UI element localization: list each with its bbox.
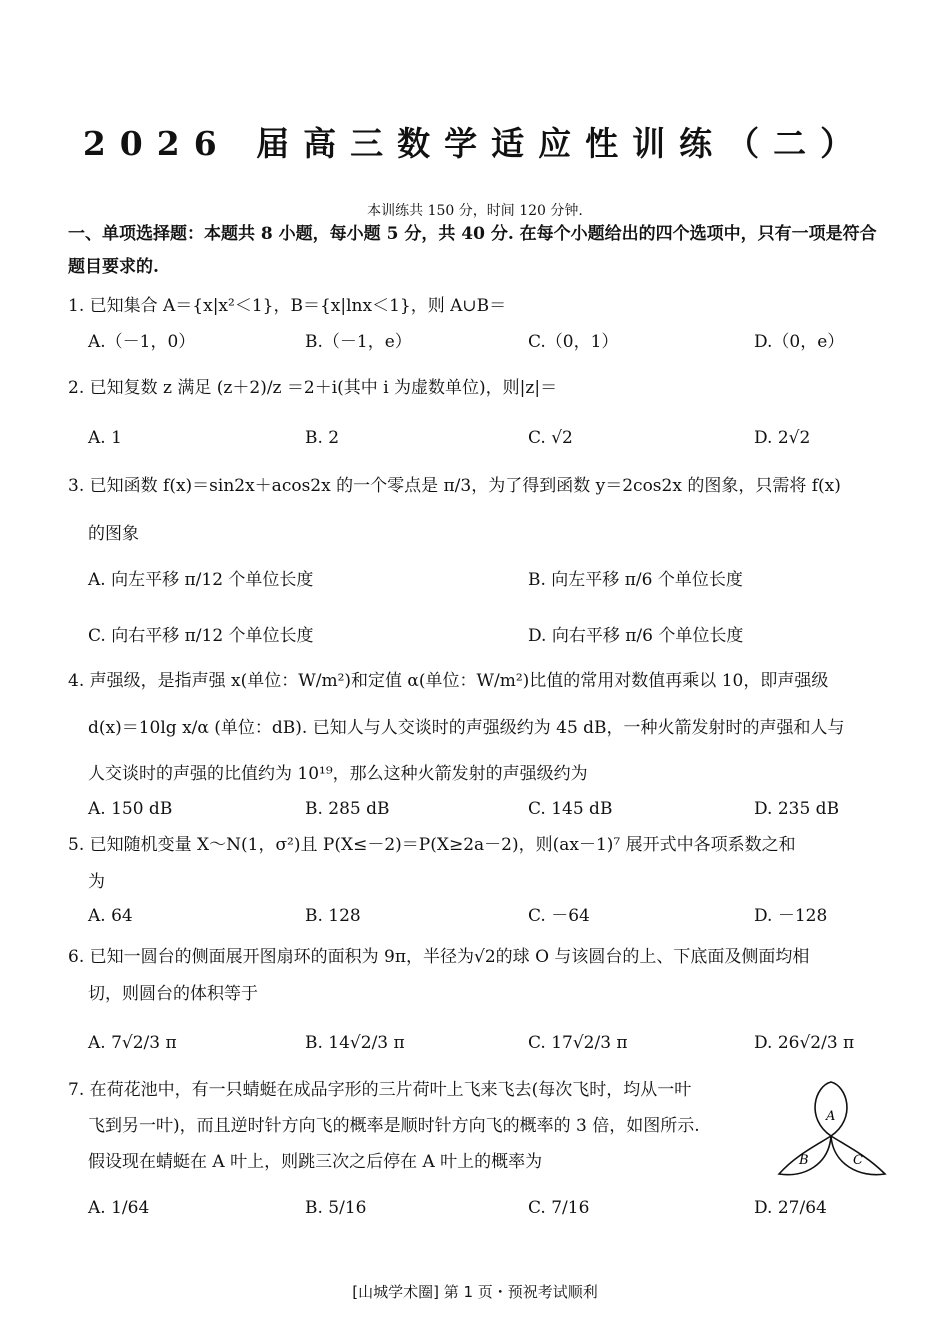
- question-5-stem-line-2: 为: [88, 872, 105, 892]
- question-6-option-b: B. 14√2/3 π: [305, 1033, 405, 1053]
- page-title: 2026 届高三数学适应性训练（二）: [82, 124, 868, 163]
- leaf-label-a: A: [826, 1109, 836, 1124]
- question-7-stem-line-1: 7. 在荷花池中，有一只蜻蜓在成品字形的三片荷叶上飞来飞去(每次飞时，均从一叶: [68, 1080, 692, 1100]
- leaf-label-c: C: [853, 1153, 863, 1168]
- question-5-option-b: B. 128: [305, 906, 361, 926]
- lotus-leaf-figure: [775, 1078, 890, 1180]
- question-7-option-c: C. 7/16: [528, 1198, 590, 1218]
- question-6-option-d: D. 26√2/3 π: [754, 1033, 855, 1053]
- question-4-option-d: D. 235 dB: [754, 799, 840, 819]
- question-7-option-a: A. 1/64: [88, 1198, 150, 1218]
- question-3-option-a: A. 向左平移 π/12 个单位长度: [88, 570, 314, 590]
- question-5-option-c: C. －64: [528, 906, 590, 926]
- question-3-stem-line-1: 3. 已知函数 f(x)＝sin2x＋acos2x 的一个零点是 π/3，为了得到函数 y＝2cos2x 的图象，只需将 f(x): [68, 476, 841, 496]
- question-5-stem-line-1: 5. 已知随机变量 X～N(1，σ²)且 P(X≤－2)＝P(X≥2a－2)，则(ax－1)⁷ 展开式中各项系数之和: [68, 835, 796, 855]
- question-7-stem-line-3: 假设现在蜻蜓在 A 叶上，则跳三次之后停在 A 叶上的概率为: [88, 1152, 543, 1172]
- question-2-stem: 2. 已知复数 z 满足 (z＋2)/z ＝2＋i(其中 i 为虚数单位)，则|z|＝: [68, 378, 558, 398]
- question-4-stem-line-2: d(x)＝10lg x/α (单位：dB). 已知人与人交谈时的声强级约为 45 dB，一种火箭发射时的声强和人与: [88, 718, 845, 738]
- question-1-stem: 1. 已知集合 A＝{x|x²＜1}，B＝{x|lnx＜1}，则 A∪B＝: [68, 296, 507, 316]
- question-4-option-a: A. 150 dB: [88, 799, 173, 819]
- question-3-option-c: C. 向右平移 π/12 个单位长度: [88, 626, 314, 646]
- section-heading: 一、单项选择题：本题共 8 小题，每小题 5 分，共 40 分. 在每个小题给出的四个选项中，只有一项是符合题目要求的.: [68, 224, 877, 277]
- question-1-option-b: B.（－1，e）: [305, 332, 412, 352]
- question-6-option-c: C. 17√2/3 π: [528, 1033, 628, 1053]
- question-4-stem-line-1: 4. 声强级，是指声强 x(单位：W/m²)和定值 α(单位：W/m²)比值的常用对数值再乘以 10，即声强级: [68, 671, 829, 691]
- question-4-option-c: C. 145 dB: [528, 799, 613, 819]
- question-3-option-d: D. 向右平移 π/6 个单位长度: [528, 626, 744, 646]
- question-1-option-c: C.（0，1）: [528, 332, 619, 352]
- page-footer: [山城学术圈] 第 1 页・预祝考试顺利: [352, 1283, 598, 1301]
- question-3-option-b: B. 向左平移 π/6 个单位长度: [528, 570, 743, 590]
- leaf-label-b: B: [799, 1153, 809, 1168]
- question-7-stem-line-2: 飞到另一叶)，而且逆时针方向飞的概率是顺时针方向飞的概率的 3 倍，如图所示.: [88, 1116, 700, 1136]
- question-4-option-b: B. 285 dB: [305, 799, 390, 819]
- exam-note: 本训练共 150 分，时间 120 分钟.: [367, 203, 583, 219]
- question-1-option-d: D.（0，e）: [754, 332, 845, 352]
- question-1-option-a: A.（－1，0）: [88, 332, 196, 352]
- question-2-option-b: B. 2: [305, 428, 340, 448]
- question-6-stem-line-1: 6. 已知一圆台的侧面展开图扇环的面积为 9π，半径为√2的球 O 与该圆台的上、下底面及侧面均相: [68, 947, 810, 967]
- question-7-option-b: B. 5/16: [305, 1198, 367, 1218]
- question-6-option-a: A. 7√2/3 π: [88, 1033, 177, 1053]
- question-2-option-a: A. 1: [88, 428, 122, 448]
- question-4-stem-line-3: 人交谈时的声强的比值约为 10¹⁹，那么这种火箭发射的声强级约为: [88, 764, 588, 784]
- question-2-option-c: C. √2: [528, 428, 573, 448]
- question-7-option-d: D. 27/64: [754, 1198, 827, 1218]
- question-2-option-d: D. 2√2: [754, 428, 811, 448]
- question-5-option-a: A. 64: [88, 906, 133, 926]
- question-3-stem-line-2: 的图象: [88, 524, 139, 544]
- question-6-stem-line-2: 切，则圆台的体积等于: [88, 984, 258, 1004]
- question-5-option-d: D. －128: [754, 906, 828, 926]
